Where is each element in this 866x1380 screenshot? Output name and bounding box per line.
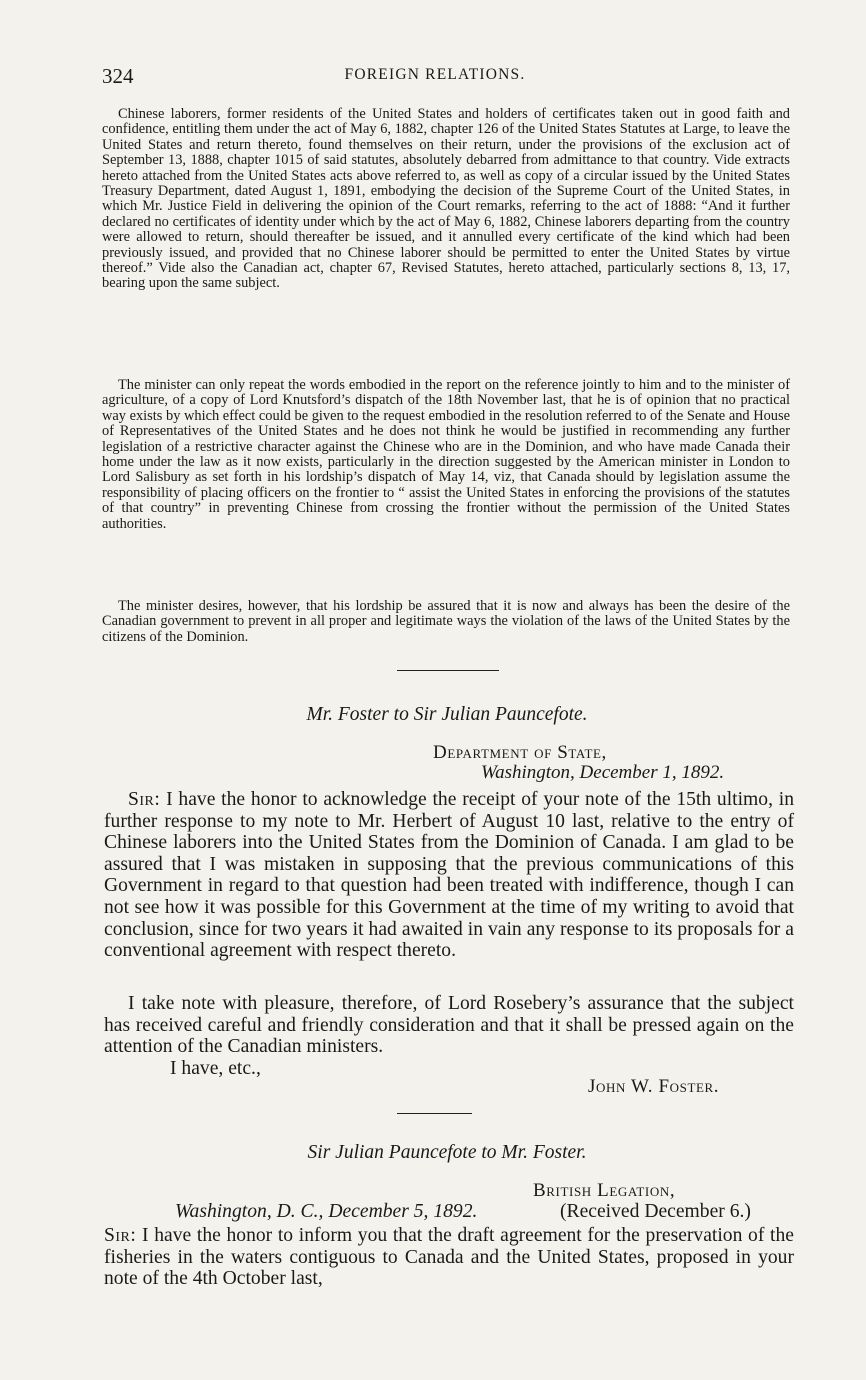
continuation-paragraph-1: Chinese laborers, former residents of the United States and holders of certificates taken out in good faith and confidence, entitling them under the act of May 6, 1882, chapter 126 of the United States Statutes at Large, to leave the United States and return thereto, found themselves on their return, under the provisions of the exclusion act of September 13, 1888, chapter 1015 of said statutes, absolutely debarred from admittance to that country. Vide extracts hereto attached from the United States acts above referred to, as well as copy of a circular issued by the United States Treasury Department, dated August 1, 1891, embodying the decision of the Supreme Court of the United States, in which Mr. Justice Field in delivering the opinion of the Court remarks, referring to the act of 1888: “And it further declared no certificates of identity under which by the act of May 6, 1882, Chinese laborers departing from the country were allowed to return, should thereafter be issued, and it annulled every certificate of the kind which had been previously issued, and provided that no Chinese laborer should be permitted to enter the United States by virtue thereof.” Vide also the Canadian act, chapter 67, Revised Statutes, hereto attached, particularly sections 8, 13, 17, bearing upon the same subject. [102,106,790,292]
letter2-heading: Sir Julian Pauncefote to Mr. Foster. [307,1142,587,1163]
letter2-paragraph-1: I have the honor to inform you that the draft agreement for the preservation of the fisheries in the waters contiguous to Canada and the United States, proposed in your note of the 4th October last, [104,1225,794,1290]
letter1-place: Department of State, [433,742,607,763]
continuation-text-2 [102,378,790,532]
letter2-body-1 [104,1225,794,1290]
letter1-date: Washington, December 1, 1892. [481,762,725,783]
letter1-salutation: Sir: [128,789,161,810]
continuation-paragraph-3: The minister desires, however, that his lordship be assured that it is now and always has been the desire of the Canadian government to prevent in all proper and legitimate ways the violation of the laws of the United States by the citizens of the Dominion. [102,598,790,645]
continuation-paragraph-2: The minister can only repeat the words embodied in the report on the reference jointly to him and to the minister of agriculture, of a copy of Lord Knutsford’s dispatch of the 18th November last, that he is of opinion that no practical way exists by which effect could be given to the request embodied in the resolution referred to of the Senate and House of Representatives of the United States and he does not think he would be justified in recommending any further legislation of a restrictive character against the Chinese who are in the Dominion, and who have made Canada their home under the law as it now exists, particularly in the direction suggested by the American minister in London to Lord Salisbury as set forth in his lordship’s dispatch of May 14, viz, that Canada should by legislation assume the responsibility of placing officers on the frontier to “ assist the United States in enforcing the provisions of the statutes of that country” in preventing Chinese from crossing the frontier without the permission of the United States authorities. [102,377,790,532]
page-number: 324 [102,64,134,88]
continuation-text [102,107,790,292]
letter1-paragraph-2: I take note with pleasure, therefore, of Lord Rosebery’s assurance that the subject has received careful and friendly consideration and that it shall be pressed again on the attention of the Canadian ministers. [104,993,794,1058]
running-head [102,64,768,88]
letter2-date: Washington, D. C., December 5, 1892. [175,1201,478,1222]
continuation-text-3 [102,599,790,645]
letter1-paragraph-1: I have the honor to acknowledge the receipt of your note of the 15th ultimo, in further response to my note to Mr. Herbert of August 10 last, relative to the entry of Chinese laborers into the United States from the Dominion of Canada. I am glad to be assured that I was mistaken in supposing that the previous communications of this Government in regard to that question had been treated with indifference, though I can not see how it was possible for this Government at the time of my writing to avoid that conclusion, since for two years it had awaited in vain any response to its proposals for a conventional agreement with respect thereto. [104,789,794,962]
letter1-signature: John W. Foster. [588,1076,720,1097]
letter2-received: (Received December 6.) [560,1201,751,1222]
letter1-closing: I have, etc., [170,1058,261,1079]
letter1-body-1 [104,789,794,962]
section-divider-1 [397,670,499,671]
letter2-place: British Legation, [533,1180,676,1201]
letter1-heading: Mr. Foster to Sir Julian Pauncefote. [306,704,588,725]
letter1-body-2 [104,993,794,1058]
letter2-salutation: Sir: [104,1225,137,1246]
running-title: FOREIGN RELATIONS. [344,66,526,83]
section-divider-2 [397,1113,472,1114]
